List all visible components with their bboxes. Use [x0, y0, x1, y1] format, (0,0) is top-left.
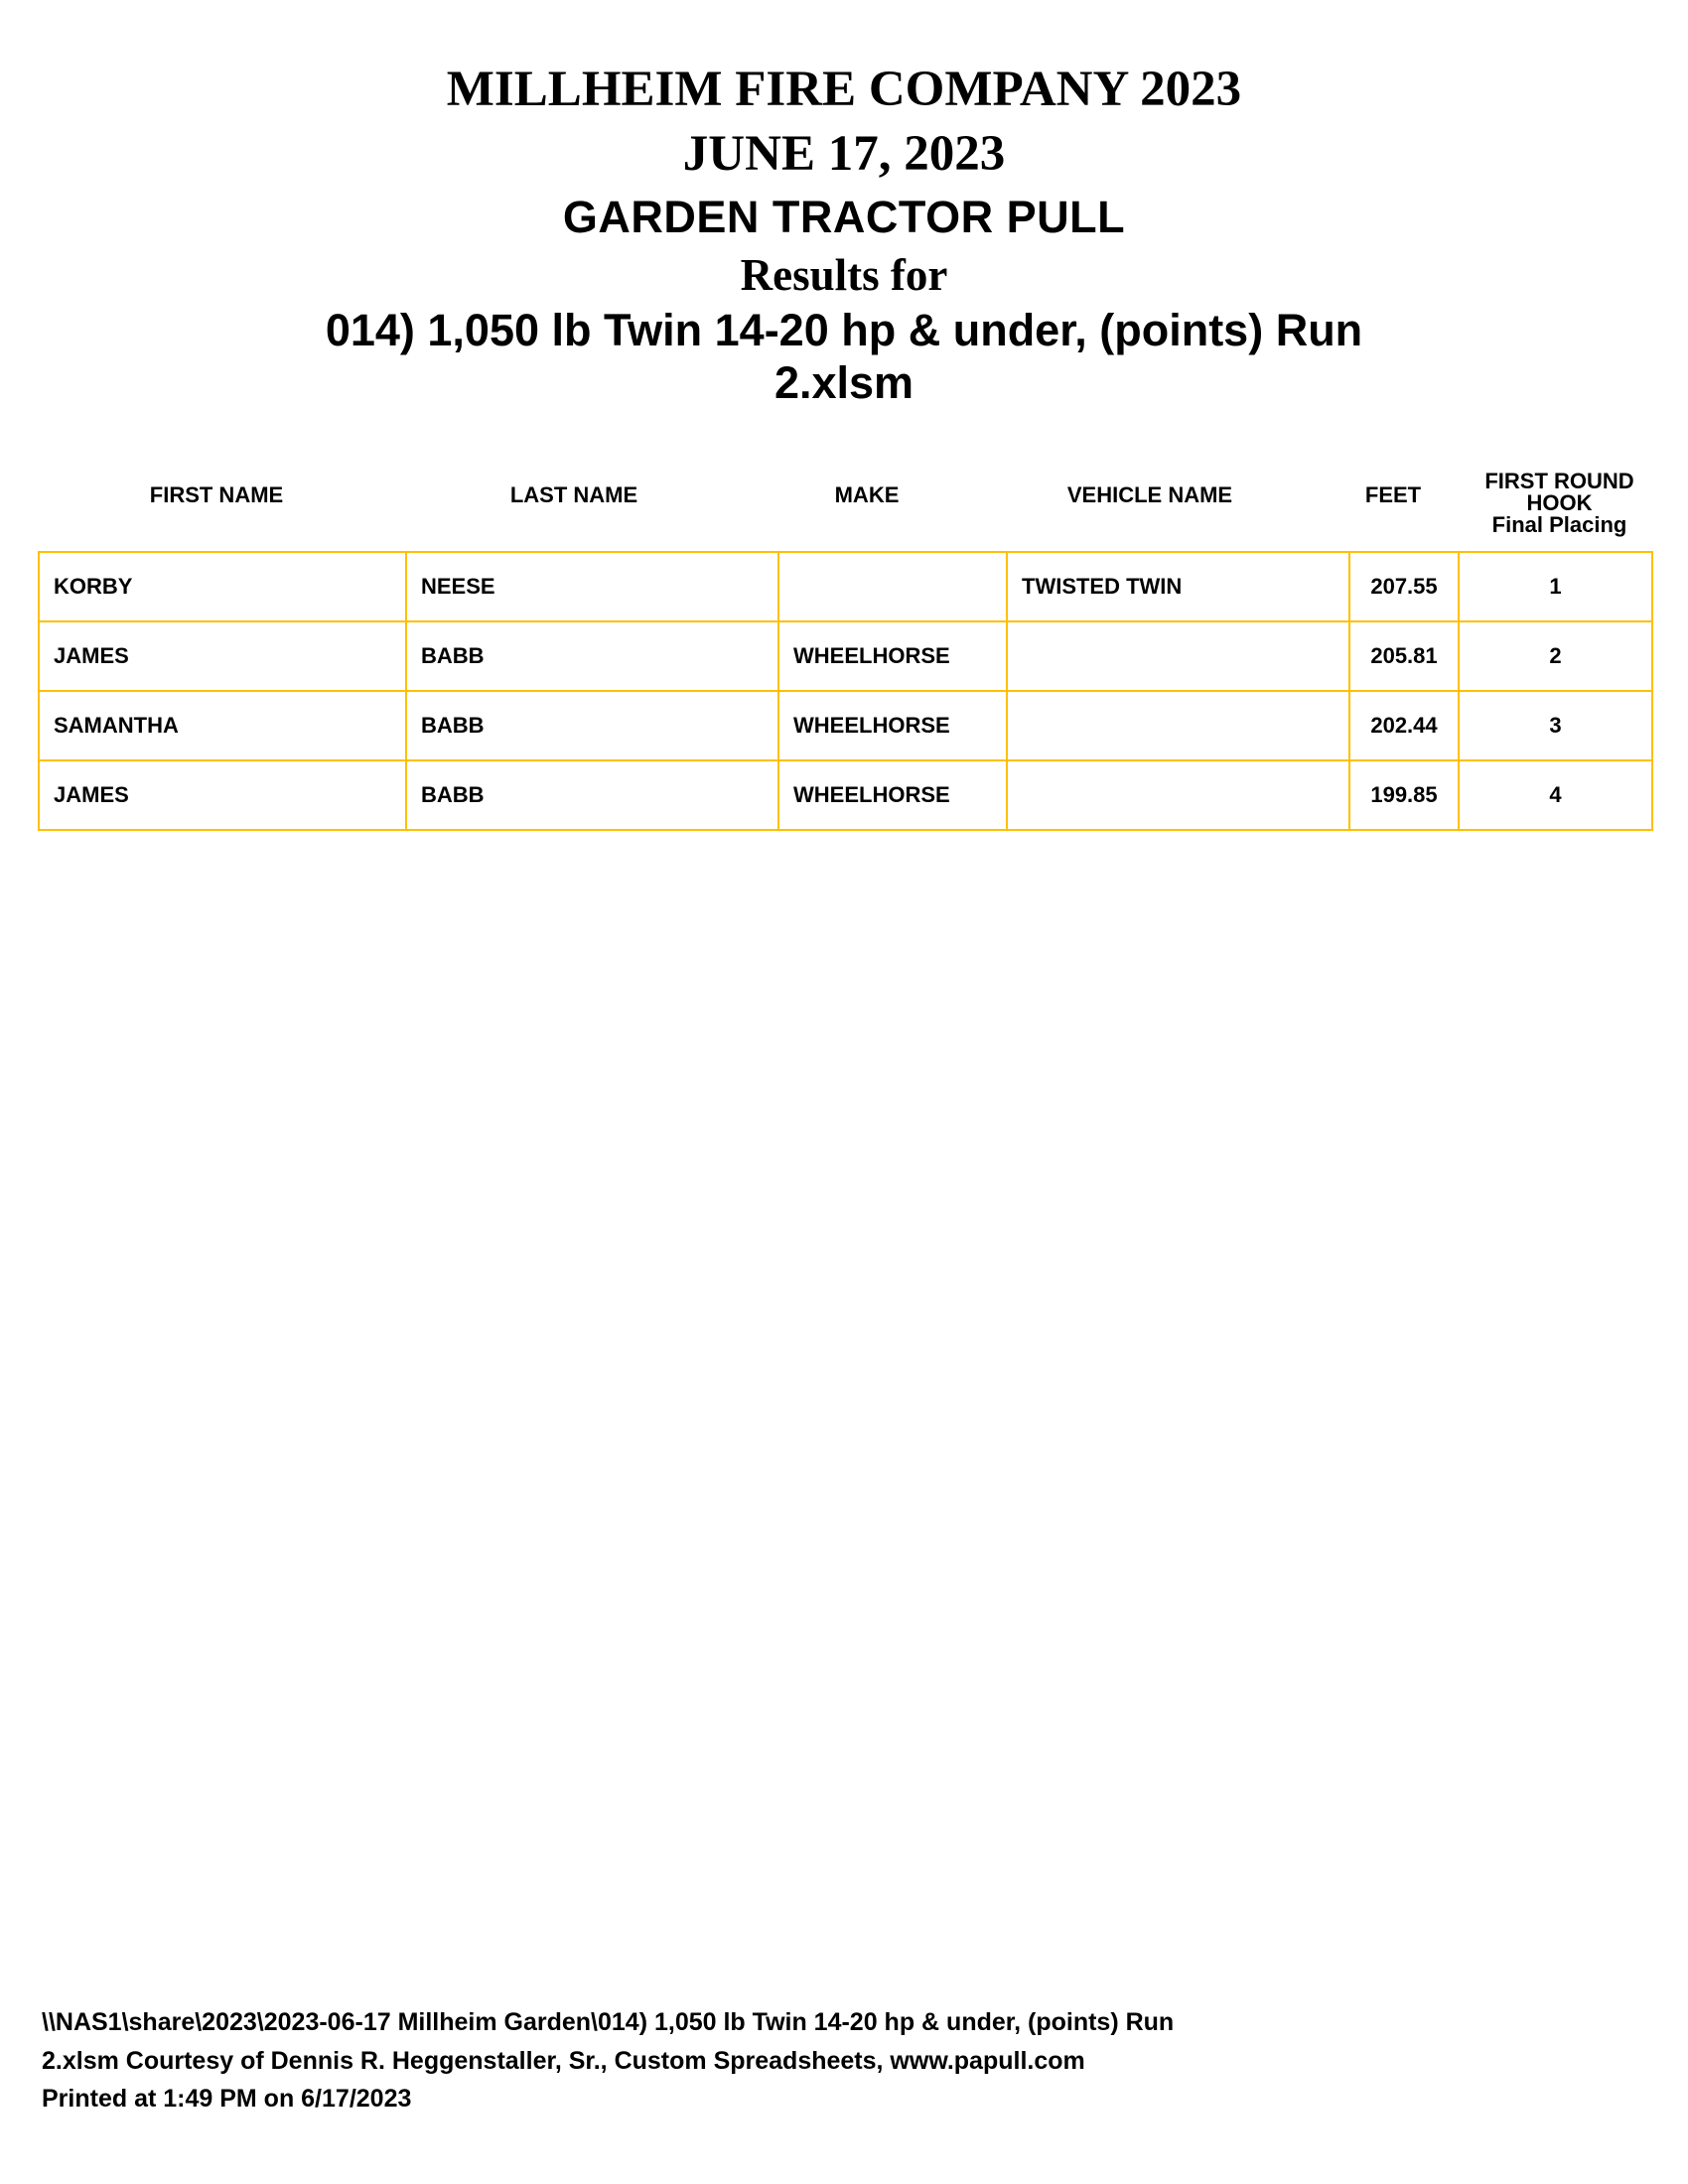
cell-first-name: JAMES	[39, 621, 406, 691]
cell-feet: 207.55	[1349, 552, 1459, 621]
cell-last-name: BABB	[406, 760, 778, 830]
results-table	[38, 551, 1653, 831]
cell-last-name: NEESE	[406, 552, 778, 621]
table-row	[39, 552, 1652, 621]
header-results-for: Results for	[740, 249, 948, 300]
cell-first-name: KORBY	[39, 552, 406, 621]
cell-final-placing: 4	[1459, 760, 1652, 830]
cell-vehicle-name: TWISTED TWIN	[1007, 552, 1349, 621]
cell-first-name: JAMES	[39, 760, 406, 830]
cell-make: WHEELHORSE	[778, 691, 1007, 760]
cell-last-name: BABB	[406, 691, 778, 760]
table-column-headers	[38, 469, 1651, 537]
column-header-final-placing: Final Placing	[1491, 512, 1627, 537]
cell-final-placing: 2	[1459, 621, 1652, 691]
cell-vehicle-name	[1007, 621, 1349, 691]
cell-feet: 205.81	[1349, 621, 1459, 691]
cell-make	[778, 552, 1007, 621]
table-row	[39, 760, 1652, 830]
column-header-make: MAKE	[834, 482, 900, 507]
cell-last-name: BABB	[406, 621, 778, 691]
cell-vehicle-name	[1007, 760, 1349, 830]
results-table-body	[39, 552, 1652, 830]
column-header-vehicle-name: VEHICLE NAME	[1066, 482, 1233, 507]
column-header-feet: FEET	[1364, 482, 1422, 507]
cell-feet: 199.85	[1349, 760, 1459, 830]
footer-path-line-1: \\NAS1\share\2023\2023-06-17 Millheim Garden\014) 1,050 lb Twin 14-20 hp & under, (points) Run	[42, 2007, 1175, 2036]
cell-feet: 202.44	[1349, 691, 1459, 760]
footer-path-line-2: 2.xlsm Courtesy of Dennis R. Heggenstaller, Sr., Custom Spreadsheets, www.papull.com	[42, 2046, 1085, 2075]
results-table-wrapper	[38, 551, 1651, 831]
table-row	[39, 621, 1652, 691]
cell-vehicle-name	[1007, 691, 1349, 760]
document-footer	[42, 2003, 1630, 2118]
header-organization: MILLHEIM FIRE COMPANY 2023	[446, 62, 1242, 117]
column-header-hook: HOOK	[1526, 490, 1593, 515]
column-header-first-name: FIRST NAME	[149, 482, 284, 507]
table-row	[39, 691, 1652, 760]
header-date: JUNE 17, 2023	[682, 126, 1006, 183]
footer-printed-at: Printed at 1:49 PM on 6/17/2023	[42, 2085, 412, 2114]
cell-final-placing: 3	[1459, 691, 1652, 760]
header-class-title: 014) 1,050 lb Twin 14-20 hp & under, (points) Run	[325, 305, 1363, 356]
header-class-title-continued: 2.xlsm	[774, 356, 914, 408]
column-header-last-name: LAST NAME	[509, 482, 638, 507]
cell-final-placing: 1	[1459, 552, 1652, 621]
header-event: GARDEN TRACTOR PULL	[562, 191, 1126, 242]
document-header	[0, 0, 1688, 409]
cell-make: WHEELHORSE	[778, 760, 1007, 830]
cell-first-name: SAMANTHA	[39, 691, 406, 760]
column-header-first-round: FIRST ROUND	[1484, 469, 1634, 493]
cell-make: WHEELHORSE	[778, 621, 1007, 691]
